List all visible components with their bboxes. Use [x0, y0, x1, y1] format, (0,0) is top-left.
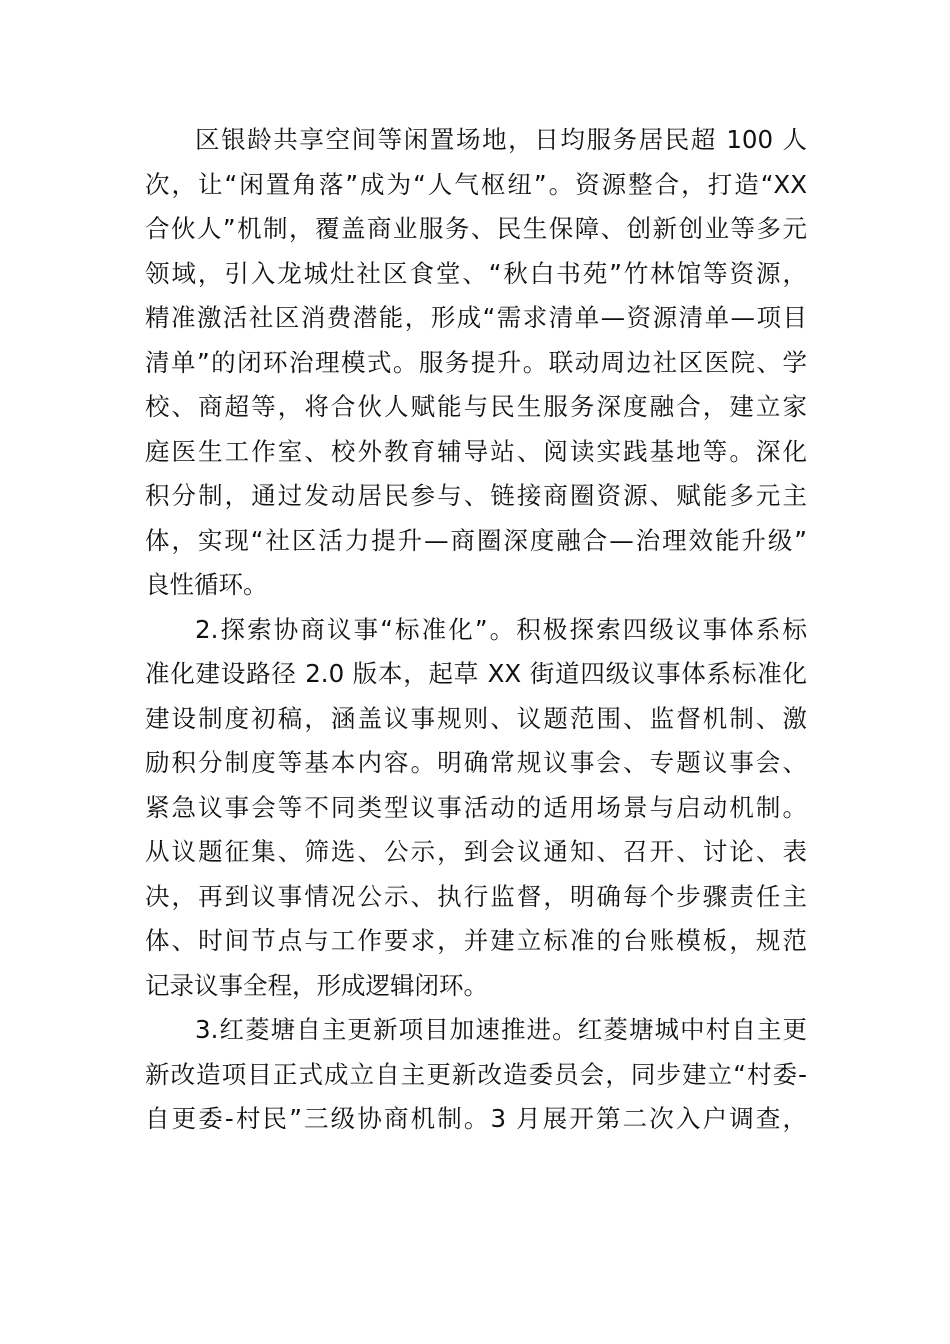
text-line: 建设制度初稿，涵盖议事规则、议题范围、监督机制、激 [145, 703, 807, 733]
text-line: 紧急议事会等不同类型议事活动的适用场景与启动机制。 [145, 792, 807, 822]
text-line: 新改造项目正式成立自主更新改造委员会，同步建立“村委- [145, 1059, 807, 1089]
text-line: 校、商超等，将合伙人赋能与民生服务深度融合，建立家 [145, 392, 807, 421]
text-line: 从议题征集、筛选、公示，到会议通知、召开、讨论、表 [145, 837, 807, 866]
text-line: 决，再到议事情况公示、执行监督，明确每个步骤责任主 [145, 881, 807, 911]
text-line: 清单”的闭环治理模式。服务提升。联动周边社区医院、学 [145, 347, 807, 377]
text-line: 自更委-村民”三级协商机制。3 月展开第二次入户调查， [145, 1104, 807, 1133]
text-line: 良性循环。 [145, 570, 268, 599]
text-line: 记录议事全程，形成逻辑闭环。 [145, 970, 488, 1000]
text-line: 体、时间节点与工作要求，并建立标准的台账模板，规范 [145, 926, 807, 955]
text-line: 合伙人”机制，覆盖商业服务、民生保障、创新创业等多元 [145, 214, 807, 243]
text-line: 3.红菱塘自主更新项目加速推进。红菱塘城中村自主更 [195, 1015, 807, 1044]
text-line: 2.探索协商议事“标准化”。积极探索四级议事体系标 [195, 614, 807, 644]
text-line: 准化建设路径 2.0 版本，起草 XX 街道四级议事体系标准化 [145, 659, 807, 688]
text-line: 次，让“闲置角落”成为“人气枢纽”。资源整合，打造“XX [145, 169, 807, 199]
document-body [145, 118, 807, 1142]
text-line: 领域，引入龙城灶社区食堂、“秋白书苑”竹林馆等资源， [145, 258, 807, 288]
text-line: 精准激活社区消费潜能，形成“需求清单—资源清单—项目 [145, 303, 807, 332]
text-line: 积分制，通过发动居民参与、链接商圈资源、赋能多元主 [145, 481, 807, 510]
text-line: 庭医生工作室、校外教育辅导站、阅读实践基地等。深化 [145, 436, 807, 466]
text-line: 区银龄共享空间等闲置场地，日均服务居民超 100 人 [195, 125, 807, 154]
text-line: 励积分制度等基本内容。明确常规议事会、专题议事会、 [145, 748, 807, 777]
text-line: 体，实现“社区活力提升—商圈深度融合—治理效能升级” [145, 525, 807, 555]
